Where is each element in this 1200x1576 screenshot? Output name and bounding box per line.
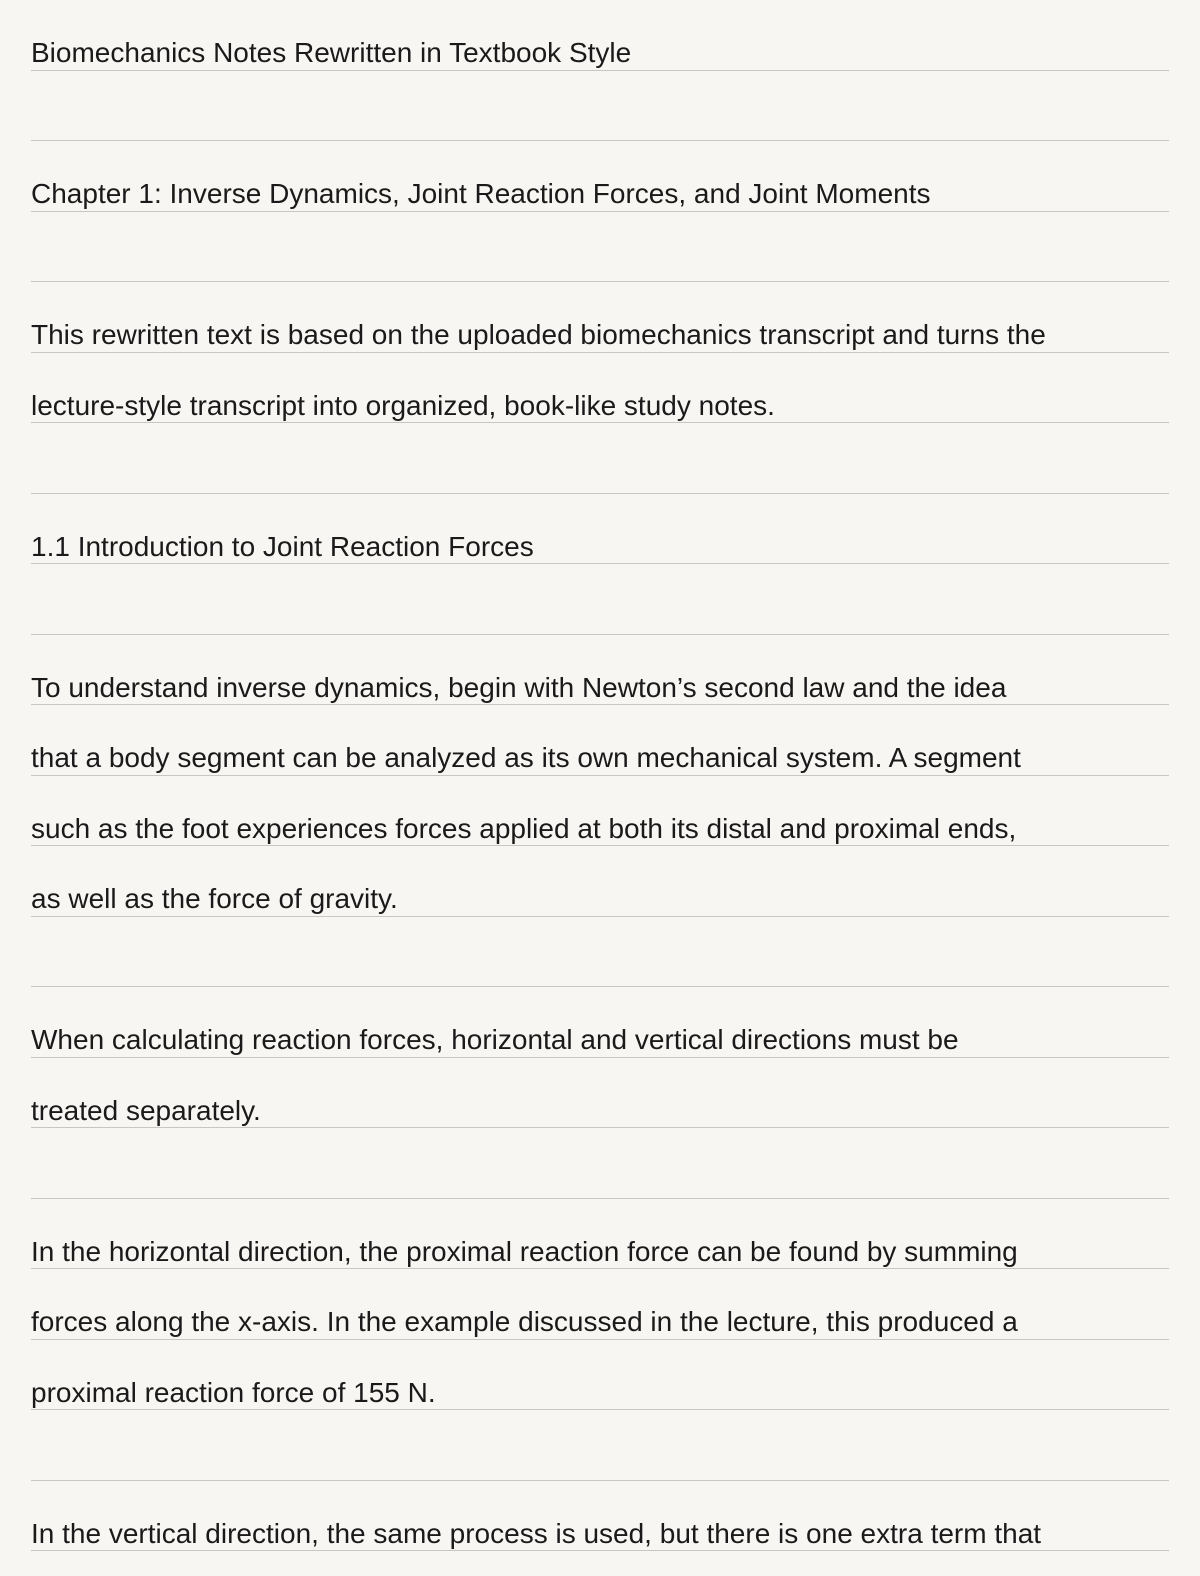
paragraph-line: such as the foot experiences forces applied at both its distal and proximal ends,	[31, 776, 1169, 847]
paragraph-line: forces along the x-axis. In the example discussed in the lecture, this produced a	[31, 1269, 1169, 1340]
paragraph-line: In the horizontal direction, the proximal reaction force can be found by summing	[31, 1199, 1169, 1270]
blank-line	[31, 1128, 1169, 1199]
blank-line	[31, 1410, 1169, 1481]
document-title: Biomechanics Notes Rewritten in Textbook Style	[31, 0, 1169, 71]
paragraph-line: To understand inverse dynamics, begin with Newton’s second law and the idea	[31, 635, 1169, 706]
ruled-text-area	[31, 0, 1169, 1576]
blank-line	[31, 917, 1169, 988]
blank-line	[31, 564, 1169, 635]
paragraph-line: This rewritten text is based on the uploaded biomechanics transcript and turns the	[31, 282, 1169, 353]
section-heading: 1.1 Introduction to Joint Reaction Forces	[31, 494, 1169, 565]
paragraph-line: proximal reaction force of 155 N.	[31, 1340, 1169, 1411]
chapter-heading: Chapter 1: Inverse Dynamics, Joint Reaction Forces, and Joint Moments	[31, 141, 1169, 212]
paragraph-line: as well as the force of gravity.	[31, 846, 1169, 917]
paragraph-line: When calculating reaction forces, horizontal and vertical directions must be	[31, 987, 1169, 1058]
paragraph-line: In the vertical direction, the same process is used, but there is one extra term that	[31, 1481, 1169, 1552]
paragraph-line: that a body segment can be analyzed as its own mechanical system. A segment	[31, 705, 1169, 776]
paragraph-line: lecture-style transcript into organized, book-like study notes.	[31, 353, 1169, 424]
blank-line	[31, 423, 1169, 494]
blank-line	[31, 71, 1169, 142]
blank-line	[31, 212, 1169, 283]
paragraph-line: treated separately.	[31, 1058, 1169, 1129]
